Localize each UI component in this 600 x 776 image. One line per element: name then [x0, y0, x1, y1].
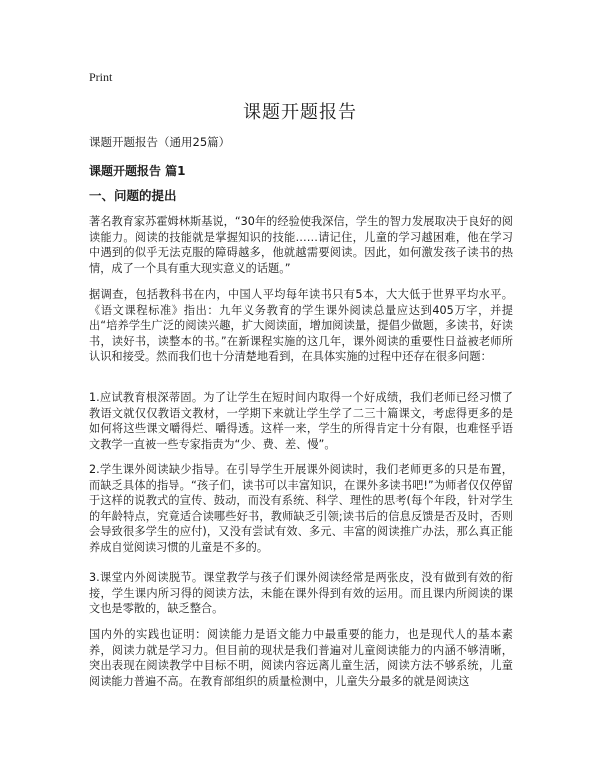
paragraph-issue-2: 2.学生课外阅读缺少指导。在引导学生开展课外阅读时，我们老师更多的只是布置，而缺乏具体的指导。“孩子们，读书可以丰富知识，在课外多读书吧!”为师者仅仅停留于这样的说教式的宣传、鼓动，而没有系统、科学、理性的思考(每个年段，针对学生的年龄特点，究竟适合读哪些好书，教师缺乏引领;读书后的信息反馈是否及时，否则会导致很多学生的应付)，又没有尝试有效、多元、丰富的阅读推广办法，那么真正能养成自觉阅读习惯的儿童是不多的。 — [89, 463, 513, 554]
section-heading: 课题开题报告 篇1 — [89, 164, 186, 178]
sub-heading: 一、问题的提出 — [89, 188, 177, 203]
paragraph-survey: 据调查，包括教科书在内，中国人平均每年读书只有5本，大大低于世界平均水平。《语文课程标准》指出：九年义务教育的学生课外阅读总量应达到405万字，并提出“培养学生广泛的阅读兴趣，扩大阅读面，增加阅读量，提倡少做题，多读书，好读书，读好书，读整本的书。”在新课程实施的这几年，课外阅读的重要性日益被老师所认识和接受。然而我们也十分清楚地看到，在具体实施的过程中还存在很多问题： — [89, 288, 513, 363]
paragraph-practice: 国内外的实践也证明：阅读能力是语文能力中最重要的能力，也是现代人的基本素养，阅读力就是学习力。但目前的现状是我们普遍对儿童阅读能力的内涵不够清晰，突出表现在阅读教学中目标不明，阅读内容远离儿童生活，阅读方法不够系统，儿童阅读能力普遍不高。在教育部组织的质量检测中，儿童失分最多的就是阅读这 — [89, 628, 513, 688]
print-link[interactable]: Print — [89, 70, 113, 84]
page-title: 课题开题报告 — [243, 102, 357, 123]
paragraph-quote: 著名教育家苏霍姆林斯基说，“30年的经验使我深信，学生的智力发展取决于良好的阅读能力。阅读的技能就是掌握知识的技能……请记住，儿童的学习越困难，他在学习中遇到的似乎无法克服的障碍越多，他就越需要阅读。因此，如何激发孩子读书的热情，成了一个具有重大现实意义的话题。” — [89, 215, 513, 275]
document-subtitle: 课题开题报告（通用25篇） — [89, 135, 231, 149]
paragraph-issue-1: 1.应试教育根深蒂固。为了让学生在短时间内取得一个好成绩，我们老师已经习惯了教语文就仅仅教语文教材，一学期下来就让学生学了二三十篇课文，考虑得更多的是如何将这些课文嚼得烂、嚼得透。这样一来，学生的所得肯定十分有限，也难怪乎语文教学一直被一些专家指责为“少、费、差、慢”。 — [89, 391, 513, 451]
paragraph-issue-3: 3.课堂内外阅读脱节。课堂教学与孩子们课外阅读经常是两张皮，没有做到有效的衔接，学生课内所习得的阅读方法，未能在课外得到有效的运用。而且课内所阅读的课文也是零散的，缺乏整合。 — [89, 571, 513, 615]
